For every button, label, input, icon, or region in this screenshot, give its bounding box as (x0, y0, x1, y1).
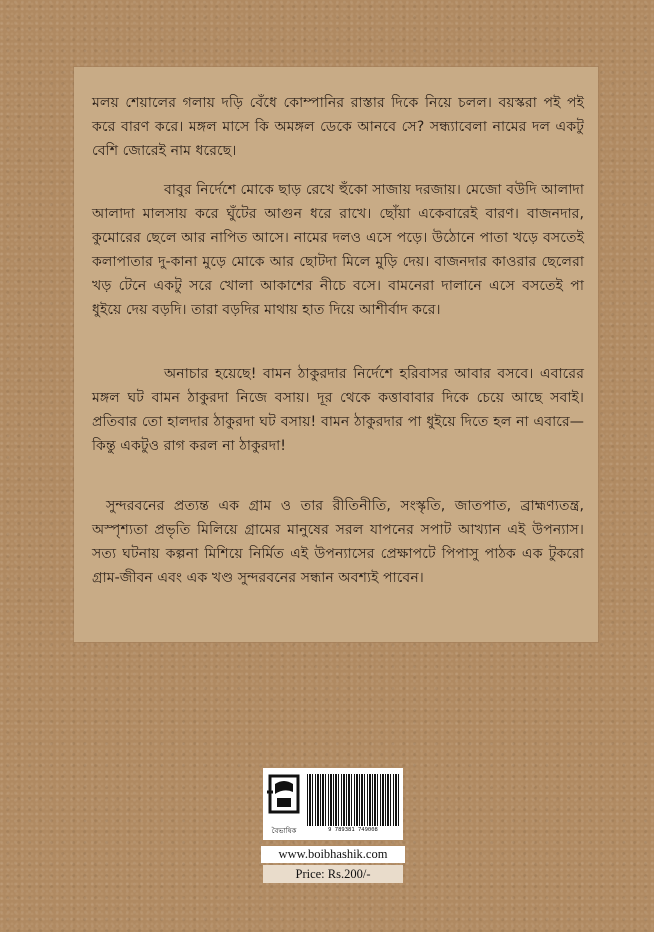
logo-barcode-strip (263, 768, 403, 840)
publisher-logo (263, 768, 305, 840)
blurb-paragraph-2: বাবুর নির্দেশে মোকে ছাড় রেখে হুঁকো সাজায় দরজায়। মেজো বউদি আলাদা আলাদা মালসায় করে ঘুঁটের আগুন ধরে রাখে। ছোঁয়া একেবারেই বারণ। বাজনদার, কুমোরের ছেলে আর নাপিত আসে। নামের দলও এসে পড়ে। উঠোনে পাতা খড়ে বসতেই কলাপাতার দু-কানা মুড়ে মোকে আর ছোটদা মিলে মুড়ি দেয়। বাজনদার কাওরার ছেলেরা খড় টেনে একটু সরে খোলা আকাশের নীচে বসে। বামনেরা দালানে এসে বসতেই পা ধুইয়ে দেয় বড়দি। তারা বড়দির মাথায় হাত দিয়ে আশীর্বাদ করে। (92, 182, 584, 318)
blurb-panel (74, 67, 598, 642)
book-price: Price: Rs.200/- (263, 865, 403, 883)
blurb-paragraph-1: মলয় শেয়ালের গলায় দড়ি বেঁধে কোম্পানির রাস্তার দিকে নিয়ে চলল। বয়স্করা পই পই করে বারণ করে। মঙ্গল মাসে কি অমঙ্গল ডেকে আনবে সে? সন্ধ্যাবেলা নামের দল একটু বেশি জোরেই নাম ধরেছে। (92, 95, 584, 159)
blurb-paragraph-3: অনাচার হয়েছে! বামন ঠাকুরদার নির্দেশে হরিবাসর আবার বসবে। এবারের মঙ্গল ঘট বামন ঠাকুরদা নিজে বসায়। দূর থেকে কত্তাবাবার দিকে চেয়ে আছে সবাই। প্রতিবার তো হালদার ঠাকুরদা ঘট বসায়! বামন ঠাকুরদার পা ধুইয়ে দিতে হল না এবারে—কিন্তু একটুও রাগ করল না ঠাকুরদা! (92, 366, 584, 454)
blurb-paragraph-4: সুন্দরবনের প্রত্যন্ত এক গ্রাম ও তার রীতিনীতি, সংস্কৃতি, জাতপাত, ব্রাহ্মণ্যতন্ত্র, অস্পৃশ্যতা প্রভৃতি মিলিয়ে গ্রামের মানুষের সরল যাপনের সপাট আখ্যান এই উপন্যাস। সত্য ঘটনায় কল্পনা মিশিয়ে নির্মিত এই উপন্যাসের প্রেক্ষাপটে পিপাসু পাঠক এক টুকরো গ্রাম-জীবন এবং এক খণ্ড সুন্দরবনের সন্ধান অবশ্যই পাবেন। (92, 498, 584, 586)
publisher-logo-icon (267, 772, 301, 824)
publisher-logo-text: বৈভাষিক (271, 827, 297, 835)
publisher-website: www.boibhashik.com (261, 846, 405, 863)
barcode-digits: 9 789381 749008 (328, 827, 378, 833)
barcode-bars (307, 774, 399, 826)
isbn-barcode (307, 774, 399, 836)
publisher-block (263, 768, 403, 884)
